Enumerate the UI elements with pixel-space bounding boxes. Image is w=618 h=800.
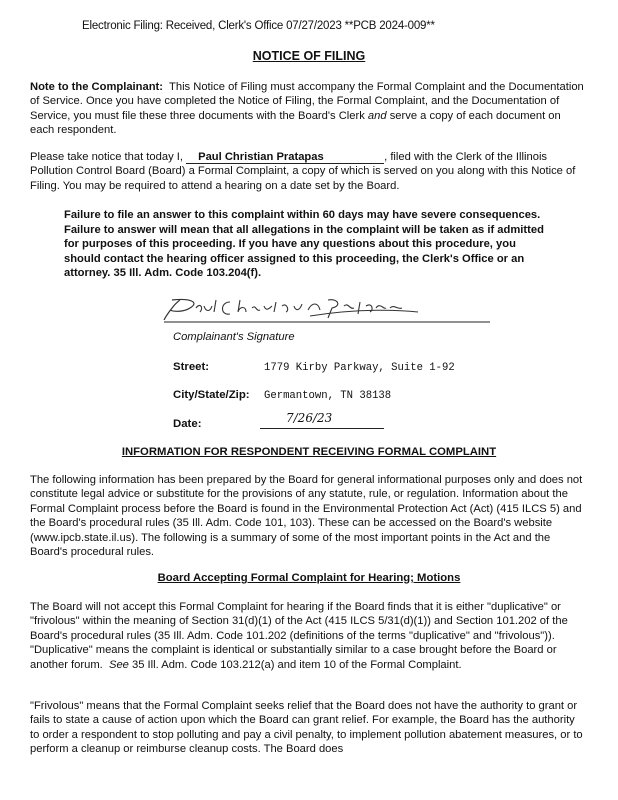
date-value: 7/26/23	[286, 411, 333, 425]
see-word: See	[108, 658, 129, 671]
date-field	[260, 410, 384, 429]
duplicative-text: The Board will not accept this Formal Complaint for hearing if the Board finds that it is either "duplicative" or "frivolous" within the meaning of Section 31(d)(1) of the Act (415 ILCS 5/31(d)(1)) and Section 101.202 of the Board's procedural rules (35 Ill. Adm. Code 101.202 (definitions of the terms "duplicative" and "frivolous")). "Duplicative" means the complaint is identical or substantially similar to a case brought before the Board or another forum.	[30, 601, 568, 671]
filing-stamp: Electronic Filing: Received, Clerk's Office 07/27/2023 **PCB 2024-009**	[82, 20, 435, 32]
signature-area	[160, 294, 494, 324]
note-lead: Note to the Complainant:	[30, 81, 163, 93]
signature-image	[160, 294, 494, 324]
notice-pre: Please take notice that today I,	[30, 151, 183, 163]
duplicative-text-end: 35 Ill. Adm. Code 103.212(a) and item 10 of the Formal Complaint.	[132, 658, 462, 671]
city-value: Germantown, TN 38138	[264, 390, 392, 402]
notice-paragraph	[30, 150, 586, 193]
street-label: Street:	[173, 361, 210, 373]
street-value: 1779 Kirby Parkway, Suite 1-92	[264, 362, 455, 374]
complainant-name-field: Paul Christian Pratapas	[186, 151, 384, 164]
notice-post: , filed with the Clerk of the Illinois Pollution Control Board (Board) a Formal Complaint, a copy of which is served on you along with this Notice of Filing. You may be required to attend a hearing on a date set by the Board.	[30, 151, 576, 192]
note-text-2: serve a copy of each document on each respondent.	[30, 109, 561, 137]
frivolous-paragraph: "Frivolous" means that the Formal Complaint seeks relief that the Board does not have the authority to grant or fails to state a cause of action upon which the Board can grant relief. For example, the Board has the authority to order a respondent to stop polluting and pay a civil penalty, to implement pollution abatement measures, or to perform a cleanup or reimburse cleanup costs. The Board does	[30, 700, 583, 756]
signature-caption: Complainant's Signature	[173, 331, 295, 343]
respondent-info-paragraph: The following information has been prepared by the Board for general informational purposes only and does not constitute legal advice or substitute for the provisions of any statute, rule, or regulation. Information about the Formal Complaint process before the Board is found in the Environmental Protection Act (Act) (415 ILCS 5) and the Board's procedural rules (35 Ill. Adm. Code 101, 103). These can be accessed on the Board's website (www.ipcb.state.il.us). The following is a summary of some of the most important points in the Act and the Board's procedural rules.	[30, 474, 583, 559]
warning-paragraph: Failure to file an answer to this complaint within 60 days may have severe consequences. Failure to answer will mean that all allegations in the complaint will be taken as if admitted for purposes of this proceeding. If you have any questions about this procedure, you should contact the hearing officer assigned to this proceeding, the Clerk's Office or an attorney. 35 Ill. Adm. Code 103.204(f).	[64, 209, 544, 280]
section-heading-respondent-info: INFORMATION FOR RESPONDENT RECEIVING FORMAL COMPLAINT	[121, 446, 497, 458]
note-paragraph	[30, 80, 586, 138]
city-label: City/State/Zip:	[173, 389, 250, 401]
page-title: NOTICE OF FILING	[252, 49, 366, 63]
date-label: Date:	[173, 418, 202, 430]
note-text-1: This Notice of Filing must accompany the Formal Complaint and the Documentation of Service. Once you have completed the Notice of Filing, the Formal Complaint, and the Documentation of Service, you must file these three documents with the Board's Clerk	[30, 81, 584, 122]
board-accepting-paragraph	[30, 600, 586, 672]
note-and: and	[367, 109, 387, 122]
section-heading-board-accepting: Board Accepting Formal Complaint for Hearing; Motions	[157, 572, 461, 584]
